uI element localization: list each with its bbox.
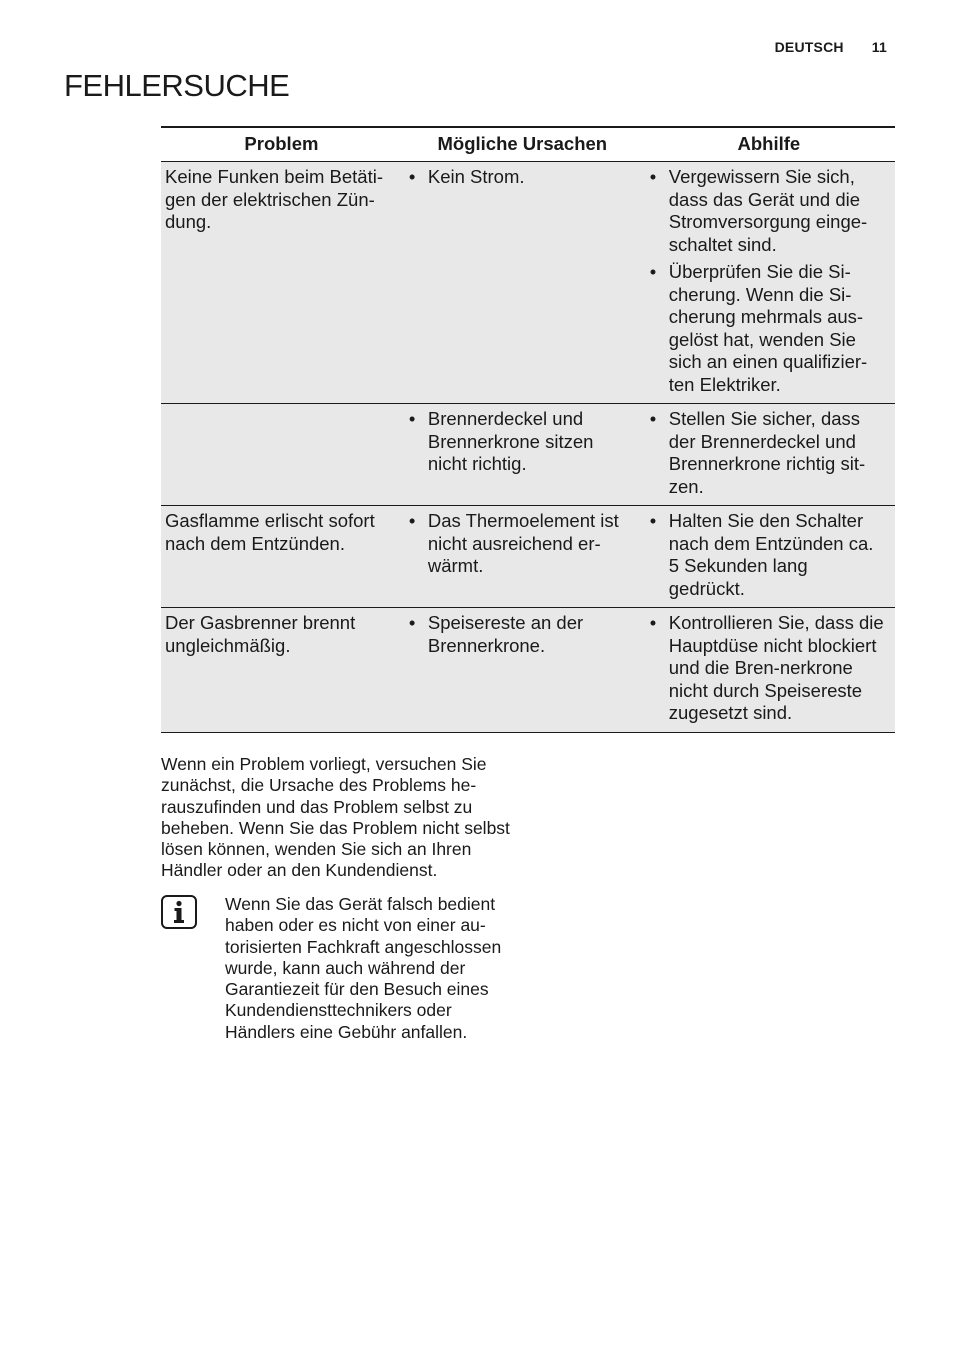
running-head — [775, 39, 887, 55]
header-language: DEUTSCH — [774, 39, 844, 55]
table-row — [161, 506, 895, 608]
troubleshooting-table — [161, 126, 895, 733]
causes-list — [406, 510, 635, 578]
column-header-problem: Problem — [161, 127, 402, 162]
remedy-list — [647, 166, 887, 396]
info-note-text: Wenn Sie das Gerät falsch bedient haben oder es nicht von einer au-torisierten Fachkraft angeschlossen wurde, kann auch während der Garantiezeit für den Besuch eines Kundendiensttechnikers oder Händlers eine Gebühr anfallen. — [225, 894, 502, 1042]
causes-cell — [402, 404, 643, 506]
list-item: • Kontrollieren Sie, dass die Hauptdüse nicht blockiert und die Bren-nerkrone nicht durch Speisereste zugesetzt sind. — [647, 612, 887, 725]
problem-cell: Keine Funken beim Betäti-gen der elektrischen Zün-dung. — [161, 162, 402, 404]
list-item: • Kein Strom. — [406, 166, 635, 189]
table-row — [161, 404, 895, 506]
list-item: • Überprüfen Sie die Si-cherung. Wenn die Si-cherung mehrmals aus-gelöst hat, wenden Sie sich an einen qualifizier-ten Elektriker. — [647, 261, 887, 396]
list-item: • Speisereste an der Brennerkrone. — [406, 612, 635, 657]
remedy-cell — [643, 506, 895, 608]
table-row — [161, 608, 895, 733]
list-item: • Halten Sie den Schalter nach dem Entzünden ca. 5 Sekunden lang gedrückt. — [647, 510, 887, 600]
remedy-list — [647, 510, 887, 600]
column-header-causes: Mögliche Ursachen — [402, 127, 643, 162]
page-title: FEHLERSUCHE — [64, 68, 290, 103]
table-row — [161, 162, 895, 404]
causes-list — [406, 612, 635, 657]
remedy-list — [647, 612, 887, 725]
causes-list — [406, 408, 635, 476]
remedy-list — [647, 408, 887, 498]
causes-cell — [402, 162, 643, 404]
remedy-cell — [643, 404, 895, 506]
table-header-row — [161, 127, 895, 162]
problem-cell: Gasflamme erlischt sofort nach dem Entzünden. — [161, 506, 402, 608]
info-icon — [161, 895, 197, 929]
intro-paragraph: Wenn ein Problem vorliegt, versuchen Sie zunächst, die Ursache des Problems he-rauszufinden und das Problem selbst zu beheben. Wenn Sie das Problem nicht selbst lösen können, wenden Sie sich an Ihren Händler oder an den Kundendienst. — [161, 754, 510, 881]
causes-list — [406, 166, 635, 189]
list-item: • Vergewissern Sie sich, dass das Gerät und die Stromversorgung einge-schaltet sind. — [647, 166, 887, 256]
page-number: 11 — [871, 39, 887, 55]
remedy-cell — [643, 162, 895, 404]
list-item: • Stellen Sie sicher, dass der Brennerdeckel und Brennerkrone richtig sit-zen. — [647, 408, 887, 498]
list-item: • Das Thermoelement ist nicht ausreichend er-wärmt. — [406, 510, 635, 578]
list-item: • Brennerdeckel und Brennerkrone sitzen nicht richtig. — [406, 408, 635, 476]
causes-cell — [402, 506, 643, 608]
column-header-remedy: Abhilfe — [643, 127, 895, 162]
causes-cell — [402, 608, 643, 733]
remedy-cell — [643, 608, 895, 733]
problem-cell: Der Gasbrenner brennt ungleichmäßig. — [161, 608, 402, 733]
problem-cell — [161, 404, 402, 506]
